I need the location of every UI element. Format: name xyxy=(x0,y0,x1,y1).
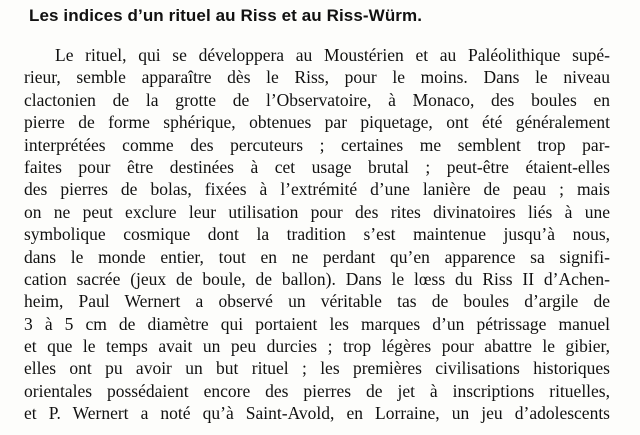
paragraph-line: et que le temps avait un peu durcies ; trop légères pour abattre le gibier, xyxy=(24,336,610,357)
paragraph-line: rieur, semble apparaître dès le Riss, pour le moins. Dans le niveau xyxy=(24,67,610,88)
paragraph-line: 3 à 5 cm de diamètre qui portaient les marques d’un pétrissage manuel xyxy=(24,313,610,334)
paragraph-line: pierre de forme sphérique, obtenues par piquetage, ont été généralement xyxy=(24,112,610,133)
paragraph-line: orientales possédaient encore des pierres de jet à inscriptions rituelles, xyxy=(24,380,610,401)
paragraph-line: dans le monde entier, tout en ne perdant qu’en apparence sa signifi- xyxy=(24,246,610,267)
paragraph-line: Le rituel, qui se développera au Moustérien et au Paléolithique supé- xyxy=(55,45,610,65)
section-heading: Les indices d’un rituel au Riss et au Riss-Würm. xyxy=(29,6,423,25)
paragraph-line: elles ont pu avoir un but rituel ; les premières civilisations historiques xyxy=(24,358,610,379)
paragraph-line: des pierres de bolas, fixées à l’extrémité d’une lanière de peau ; mais xyxy=(24,179,610,200)
paragraph-line: clactonien de la grotte de l’Observatoire, à Monaco, des boules en xyxy=(24,89,610,110)
paragraph-line: cation sacrée (jeux de boule, de ballon). Dans le lœss du Riss II d’Achen- xyxy=(24,268,610,289)
body-paragraph xyxy=(24,44,610,425)
paragraph-line: interprétées comme des percuteurs ; certaines me semblent trop par- xyxy=(24,134,610,155)
paragraph-line: on ne peut exclure leur utilisation pour des rites divinatoires liés à une xyxy=(24,201,610,222)
paragraph-line: heim, Paul Wernert a observé un véritable tas de boules d’argile de xyxy=(24,291,610,312)
paragraph-line: symbolique cosmique dont la tradition s’est maintenue jusqu’à nous, xyxy=(24,224,610,245)
paragraph-line: et P. Wernert a noté qu’à Saint-Avold, en Lorraine, un jeu d’adolescents xyxy=(24,403,610,424)
paragraph-line: faites pour être destinées à cet usage brutal ; peut-être étaient-elles xyxy=(24,156,610,177)
